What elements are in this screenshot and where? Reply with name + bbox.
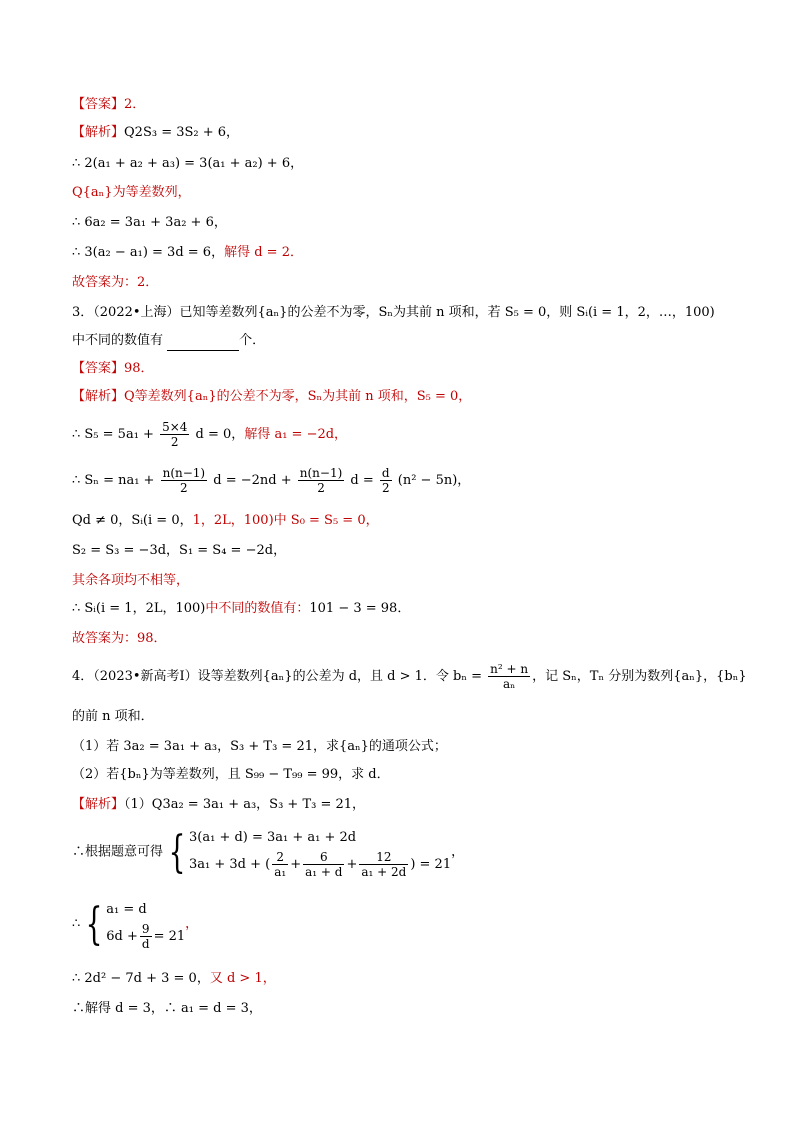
math-line: Q{aₙ}为等差数列，: [72, 185, 191, 200]
math-text: 3a₁ + 3d + (: [189, 857, 271, 872]
math-text: Qd ≠ 0，Sᵢ(i = 0，: [72, 513, 193, 528]
question-stem: 的前 n 项和．: [72, 709, 154, 724]
math-text: ∴ Sₙ = na₁ +: [72, 473, 155, 488]
question-part: （2）若{bₙ}为等差数列，且 S₉₉ − T₉₉ = 99，求 d．: [72, 767, 390, 782]
answer-tag: 【答案】: [72, 97, 125, 112]
analysis-line: [72, 388, 471, 406]
fraction: [488, 662, 530, 691]
numerator: n(n−1): [299, 466, 343, 480]
system-body: [189, 826, 451, 879]
fraction: [161, 466, 208, 495]
numerator: 9: [140, 922, 152, 937]
math-line: ∴解得 d = 3，∴ a₁ = d = 3，: [72, 1001, 262, 1016]
math-line: ∴ 6a₂ = 3a₁ + 3a₂ + 6，: [72, 215, 227, 230]
answer-value: 2．: [124, 97, 146, 112]
final-answer: 故答案为：2．: [72, 275, 159, 290]
question-part: （1）若 3a₂ = 3a₁ + a₃，S₃ + T₃ = 21，求{aₙ}的通项公式；: [72, 739, 447, 754]
denominator: 2: [170, 435, 179, 449]
math-text: ∴: [72, 916, 81, 932]
numerator: 2: [272, 850, 288, 865]
math-text: = 21: [153, 929, 186, 944]
numerator: d: [381, 466, 390, 480]
math-text: ∴ Sᵢ(i = 1，2L，100): [72, 601, 206, 616]
answer-value: 98．: [124, 361, 154, 376]
math-text: d =: [350, 473, 374, 488]
system-body: [106, 898, 185, 951]
answer-line: [72, 96, 145, 114]
math-text: 解得 a₁ = −2d，: [244, 427, 348, 442]
math-text: 6d +: [106, 929, 138, 944]
math-text: （1）Q3a₂ = 3a₁ + a₃，S₃ + T₃ = 21，: [124, 797, 366, 812]
stem-text: ，记 Sₙ，Tₙ 分别为数列{aₙ}，{bₙ}: [532, 669, 747, 684]
equation: [106, 922, 185, 951]
brace-icon: {: [85, 898, 103, 950]
denominator: a₁ + d: [305, 865, 343, 879]
math-line: [72, 600, 410, 618]
math-text: 中不同的数值有：: [205, 601, 310, 616]
question-stem: [72, 332, 265, 351]
math-text: 1，2L，100)中 S₀ = S₅ = 0，: [192, 513, 379, 528]
question-stem: [72, 662, 747, 691]
math-text: 101 − 3 = 98．: [309, 601, 411, 616]
math-text: d = 0，: [195, 427, 245, 442]
math-line: [72, 466, 470, 495]
denominator: d: [141, 937, 150, 951]
numerator: 6: [303, 850, 344, 865]
math-text: d = −2nd +: [213, 473, 292, 488]
math-line: [72, 244, 303, 262]
math-text: ∴ 3(a₂ − a₁) = 3d = 6，: [72, 245, 225, 260]
math-line: 其余各项均不相等，: [72, 573, 190, 588]
equation: a₁ = d: [106, 902, 147, 917]
math-text: (n² − 5n)，: [397, 473, 471, 488]
math-text: ) = 21: [410, 857, 452, 872]
math-text: ∴ S₅ = 5a₁ +: [72, 427, 154, 442]
fraction: [272, 850, 288, 879]
numerator: 12: [359, 850, 408, 865]
math-line: ∴ 2(a₁ + a₂ + a₃) = 3(a₁ + a₂) + 6，: [72, 156, 304, 171]
equation-system: [72, 898, 198, 951]
analysis-tag: 【解析】: [72, 125, 125, 140]
fraction: [359, 850, 408, 879]
math-line: [72, 512, 379, 530]
analysis-line: [72, 796, 365, 814]
denominator: 2: [381, 481, 390, 495]
fraction: [298, 466, 345, 495]
denominator: 2: [180, 481, 188, 495]
analysis-tag: 【解析】: [72, 389, 125, 404]
math-text: ∴ 2d² − 7d + 3 = 0，: [72, 971, 210, 986]
denominator: a₁ + 2d: [361, 865, 407, 879]
stem-text: 个．: [239, 333, 266, 348]
numerator: n² + n: [490, 662, 529, 676]
fraction: [160, 420, 189, 449]
denominator: aₙ: [502, 677, 516, 691]
numerator: n(n−1): [162, 466, 206, 480]
equation: 3(a₁ + d) = 3a₁ + a₁ + 2d: [189, 830, 357, 845]
stem-text: 中不同的数值有: [72, 333, 164, 348]
answer-blank: [167, 332, 239, 351]
denominator: 2: [317, 481, 325, 495]
brace-icon: {: [168, 826, 186, 878]
math-line: S₂ = S₃ = −3d，S₁ = S₄ = −2d，: [72, 543, 287, 558]
equation: 3a₁ + 3d + ( $\frac{2}{\text{a₁}}$ + $\frac{6}{\text{a₁ + d}}$ + $\frac{12}{\text{a₁ + 2d}}$ ) = 21: [189, 850, 452, 879]
final-answer: 故答案为：98．: [72, 631, 167, 646]
numerator: 5×4: [162, 420, 188, 434]
math-text: ，: [185, 916, 199, 932]
math-text: ∴根据题意可得: [72, 844, 164, 860]
fraction: [140, 922, 152, 951]
answer-line: [72, 360, 154, 378]
analysis-tag: 【解析】: [72, 797, 125, 812]
question-stem: 3．（2022•上海）已知等差数列{aₙ}的公差不为零，Sₙ为其前 n 项和，若 S₅ = 0，则 Sᵢ(i = 1，2，…，100): [72, 305, 715, 320]
math-text: ，: [451, 844, 465, 860]
answer-tag: 【答案】: [72, 361, 125, 376]
fraction: [380, 466, 392, 495]
equation-system: [72, 826, 464, 879]
math-line: Q2S₃ = 3S₂ + 6，: [124, 125, 240, 140]
math-line: [72, 420, 347, 449]
math-text: Q等差数列{aₙ}的公差不为零，Sₙ为其前 n 项和，S₅ = 0，: [124, 389, 472, 404]
denominator: a₁: [274, 865, 287, 879]
analysis-line: [72, 124, 239, 142]
math-text: 又 d > 1，: [209, 971, 276, 986]
math-line: [72, 970, 276, 988]
fraction: [303, 850, 344, 879]
stem-text: 4．（2023•新高考Ⅰ）设等差数列{aₙ}的公差为 d，且 d > 1．令 bₙ =: [72, 669, 483, 684]
math-text: 解得 d = 2．: [224, 245, 303, 260]
